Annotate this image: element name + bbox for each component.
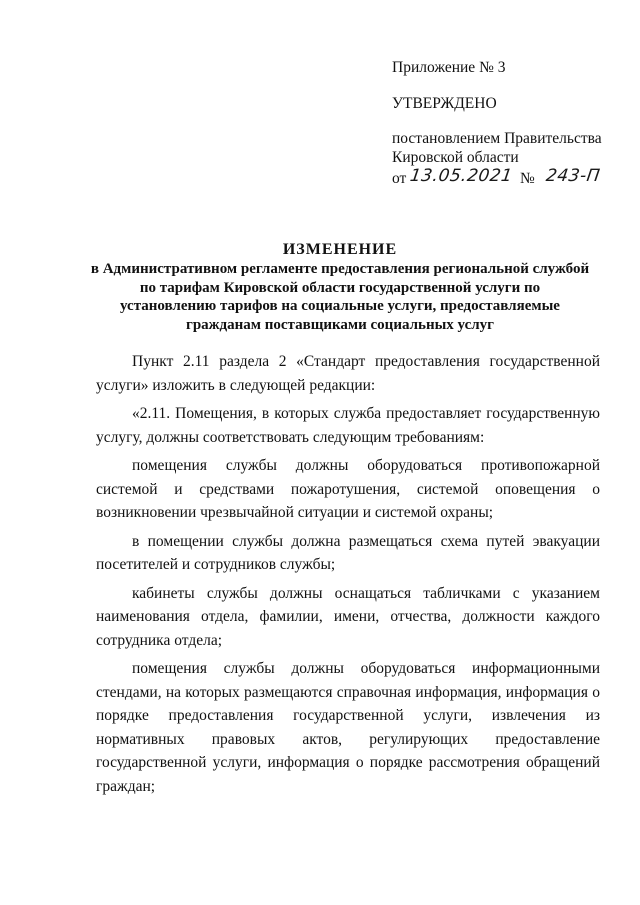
document-heading [70,240,610,334]
subtitle-line: по тарифам Кировской области государственной услуги по [139,279,541,296]
document-body [96,350,600,803]
date-number-line [392,167,632,189]
body-paragraph: Пункт 2.11 раздела 2 «Стандарт предоставления государственной услуги» изложить в следующей редакции: [96,353,600,394]
decree-line-1: постановлением Правительства [392,130,602,147]
body-paragraph: «2.11. Помещения, в которых служба предоставляет государственную услугу, должны соответствовать следующим требованиям: [96,405,600,446]
approval-block [392,58,632,189]
date-prefix: от [392,170,407,187]
body-paragraph: помещения службы должны оборудоваться противопожарной системой и средствами пожаротушения, системой оповещения о возникновении чрезвычайной ситуации и системой охраны; [96,457,600,521]
handwritten-date: 13.05.2021 [408,166,514,186]
number-label: № [520,170,535,187]
approved-label: УТВЕРЖДЕНО [392,95,497,112]
appendix-label: Приложение № 3 [392,59,506,76]
body-paragraph: кабинеты службы должны оснащаться табличками с указанием наименования отдела, фамилии, имени, отчества, должности каждого сотрудника отдела; [96,584,600,649]
decree-reference [392,129,632,189]
body-paragraph: помещения службы должны оборудоваться информационными стендами, на которых размещаются справочная информация, информация о порядке предоставления государственной услуги, извлечения из нормативных правовых актов, регулирующих предоставление государственной услуги, информация о порядке рассмотрения обращений граждан; [96,660,600,795]
document-title: ИЗМЕНЕНИЕ [282,241,398,258]
subtitle-line: гражданам поставщиками социальных услуг [186,316,494,333]
decree-line-2: Кировской области [392,149,519,166]
handwritten-number: 243-П [544,166,602,186]
subtitle-line: в Административном регламенте предоставления региональной службой [90,261,590,277]
body-paragraph: в помещении службы должна размещаться схема путей эвакуации посетителей и сотрудников службы; [96,532,600,573]
subtitle-line: установлению тарифов на социальные услуги, предоставляемые [120,298,560,314]
